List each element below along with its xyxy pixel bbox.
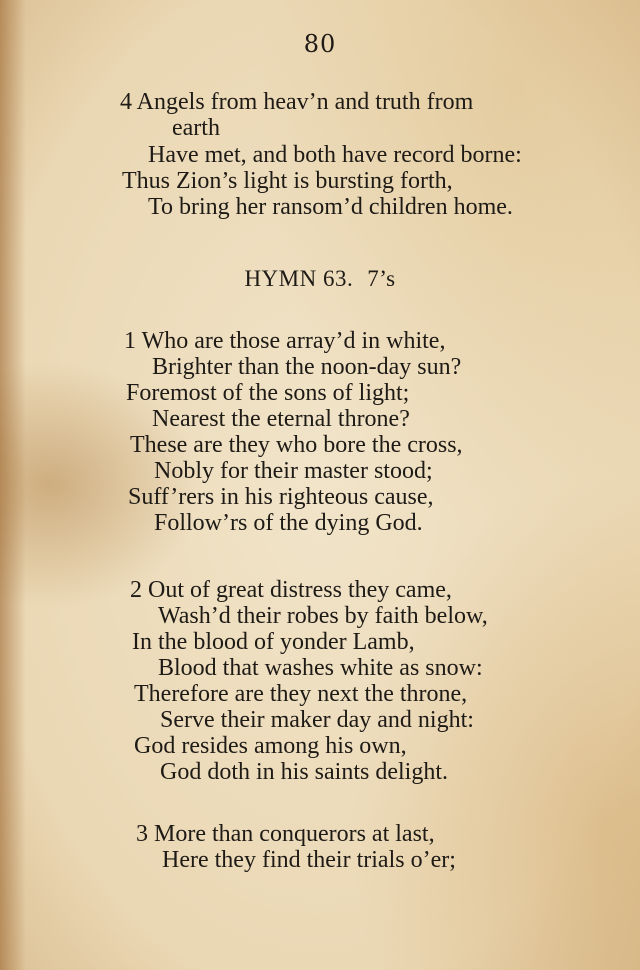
verse-line: 3 More than conquerors at last, bbox=[136, 821, 435, 847]
page-edge-stain bbox=[0, 0, 26, 970]
verse-line: 4 Angels from heav’n and truth from bbox=[120, 89, 474, 115]
hymn-meter: 7’s bbox=[367, 266, 396, 291]
verse-line: Nobly for their master stood; bbox=[154, 458, 433, 484]
hymn-heading bbox=[0, 266, 640, 292]
verse-line: These are they who bore the cross, bbox=[130, 432, 463, 458]
verse-line: Suff’rers in his righteous cause, bbox=[128, 484, 434, 510]
verse-line: Foremost of the sons of light; bbox=[126, 380, 410, 406]
verse-line: Blood that washes white as snow: bbox=[158, 655, 483, 681]
verse-line: God resides among his own, bbox=[134, 733, 407, 759]
verse-line: 2 Out of great distress they came, bbox=[130, 577, 452, 603]
verse-line: 1 Who are those array’d in white, bbox=[124, 328, 446, 354]
verse-line: God doth in his saints delight. bbox=[160, 759, 448, 785]
verse-line: Have met, and both have record borne: bbox=[148, 142, 522, 168]
verse-line: Thus Zion’s light is bursting forth, bbox=[122, 168, 453, 194]
verse-line: In the blood of yonder Lamb, bbox=[132, 629, 415, 655]
verse-line: To bring her ransom’d children home. bbox=[148, 194, 513, 220]
verse-line: Wash’d their robes by faith below, bbox=[158, 603, 488, 629]
verse-line: Serve their maker day and night: bbox=[160, 707, 474, 733]
hymn-title: HYMN 63. bbox=[244, 266, 354, 291]
verse-line: Brighter than the noon-day sun? bbox=[152, 354, 462, 380]
page-number: 80 bbox=[303, 30, 337, 58]
verse-line: earth bbox=[172, 115, 220, 141]
verse-line: Here they find their trials o’er; bbox=[162, 847, 456, 873]
verse-line: Follow’rs of the dying God. bbox=[154, 510, 423, 536]
verse-line: Nearest the eternal throne? bbox=[152, 406, 410, 432]
verse-line: Therefore are they next the throne, bbox=[134, 681, 468, 707]
